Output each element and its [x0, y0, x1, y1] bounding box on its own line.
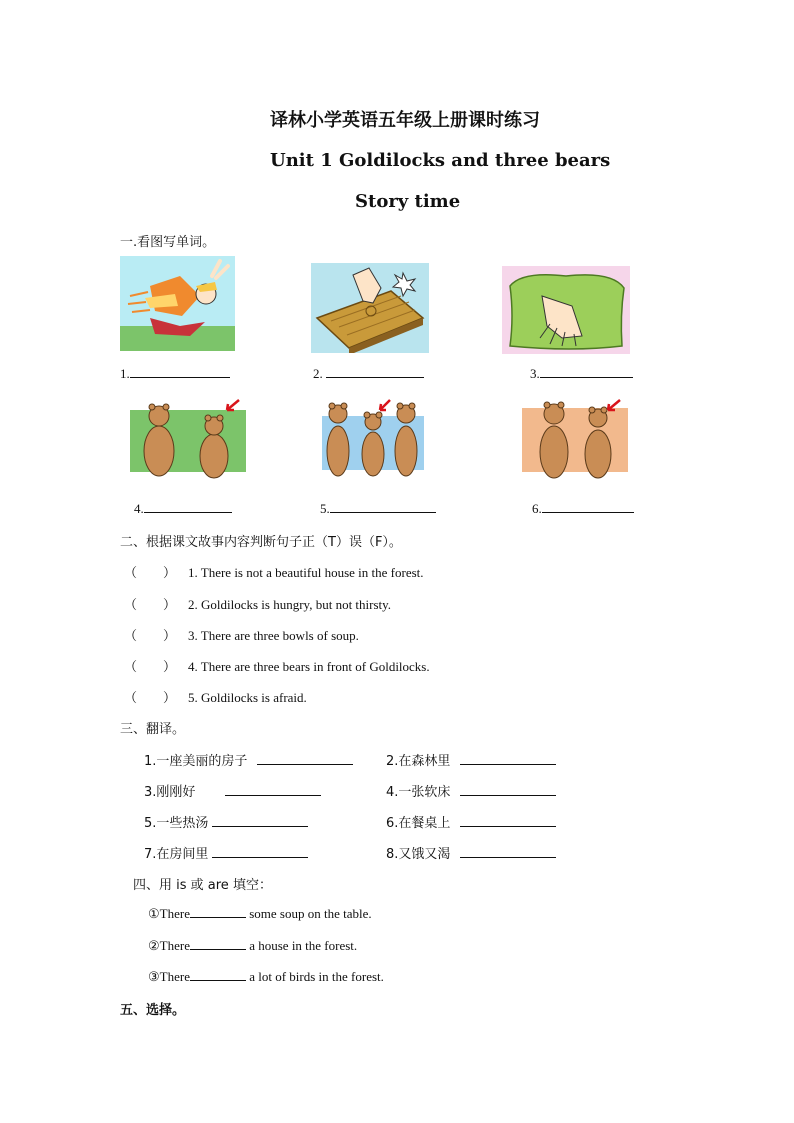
translate-item-4[interactable] — [386, 781, 556, 800]
fill-before: There — [159, 938, 190, 953]
fill-number: ① — [148, 906, 160, 921]
fill-item-2[interactable] — [148, 937, 357, 954]
translate-item-3[interactable] — [144, 781, 321, 800]
soft-pillow-picture — [502, 266, 630, 354]
item6-blank[interactable] — [532, 500, 634, 517]
two-bears-picture — [124, 396, 251, 488]
tf-sentence: 1. There is not a beautiful house in the forest. — [188, 565, 424, 580]
translate-prompt: 2.在森林里 — [386, 754, 451, 769]
fill-before: There — [159, 969, 190, 984]
worksheet-title: 译林小学英语五年级上册课时练习 — [270, 110, 540, 131]
lesson-title: Story time — [355, 191, 461, 212]
translate-prompt: 4.一张软床 — [386, 785, 451, 800]
fill-item-3[interactable] — [148, 968, 384, 985]
translate-prompt: 3.刚刚好 — [144, 785, 196, 800]
tf-paren[interactable]: （ ） — [124, 628, 177, 643]
tf-paren[interactable]: （ ） — [124, 565, 177, 580]
tf-item-3[interactable] — [124, 625, 359, 644]
fill-after: a house in the forest. — [245, 938, 358, 953]
tf-sentence: 3. There are three bowls of soup. — [188, 628, 359, 643]
tf-sentence: 2. Goldilocks is hungry, but not thirsty. — [188, 597, 392, 612]
item1-blank[interactable] — [120, 365, 230, 382]
translate-prompt: 1.一座美丽的房子 — [144, 754, 248, 769]
translate-prompt: 8.又饿又渴 — [386, 847, 451, 862]
item4-blank[interactable] — [134, 500, 232, 517]
translate-item-6[interactable] — [386, 812, 556, 831]
item3-label: 3. — [530, 366, 540, 381]
tf-paren[interactable]: （ ） — [124, 659, 177, 674]
hard-wooden-board-picture — [311, 263, 429, 353]
item2-label: 2. — [313, 366, 323, 381]
tf-sentence: 5. Goldilocks is afraid. — [188, 690, 307, 705]
tf-item-4[interactable] — [124, 656, 430, 675]
section5-heading: 五、选择。 — [120, 1003, 186, 1018]
tf-sentence: 4. There are three bears in front of Goldilocks. — [188, 659, 430, 674]
fill-after: a lot of birds in the forest. — [245, 969, 384, 984]
item5-blank[interactable] — [320, 500, 436, 517]
three-bears-picture — [318, 396, 428, 488]
item3-blank[interactable] — [530, 365, 633, 382]
unit-title: Unit 1 Goldilocks and three bears — [270, 150, 611, 171]
two-bears-arrow-picture — [512, 394, 638, 489]
tf-item-2[interactable] — [124, 594, 391, 613]
translate-prompt: 7.在房间里 — [144, 847, 209, 862]
translate-item-8[interactable] — [386, 843, 556, 862]
section2-heading: 二、根据课文故事内容判断句子正（T）误（F）。 — [120, 535, 402, 550]
fill-number: ③ — [148, 969, 160, 984]
section3-heading: 三、翻译。 — [120, 722, 186, 737]
translate-prompt: 5.一些热汤 — [144, 816, 209, 831]
translate-item-7[interactable] — [144, 843, 308, 862]
translate-item-5[interactable] — [144, 812, 308, 831]
item6-label: 6. — [532, 501, 542, 516]
fill-before: There — [159, 906, 190, 921]
fill-after: some soup on the table. — [245, 906, 372, 921]
item5-label: 5. — [320, 501, 330, 516]
item1-label: 1. — [120, 366, 130, 381]
tf-item-5[interactable] — [124, 687, 307, 706]
translate-item-2[interactable] — [386, 750, 556, 769]
tf-item-1[interactable] — [124, 562, 424, 581]
section4-heading: 四、用 is 或 are 填空： — [133, 878, 272, 893]
tf-paren[interactable]: （ ） — [124, 690, 177, 705]
girl-falling-picture — [120, 256, 235, 351]
item2-blank[interactable] — [313, 365, 424, 382]
translate-item-1[interactable] — [144, 750, 353, 769]
tf-paren[interactable]: （ ） — [124, 597, 177, 612]
fill-item-1[interactable] — [148, 905, 372, 922]
section1-heading: 一.看图写单词。 — [120, 235, 216, 250]
translate-prompt: 6.在餐桌上 — [386, 816, 451, 831]
item4-label: 4. — [134, 501, 144, 516]
fill-number: ② — [148, 938, 160, 953]
